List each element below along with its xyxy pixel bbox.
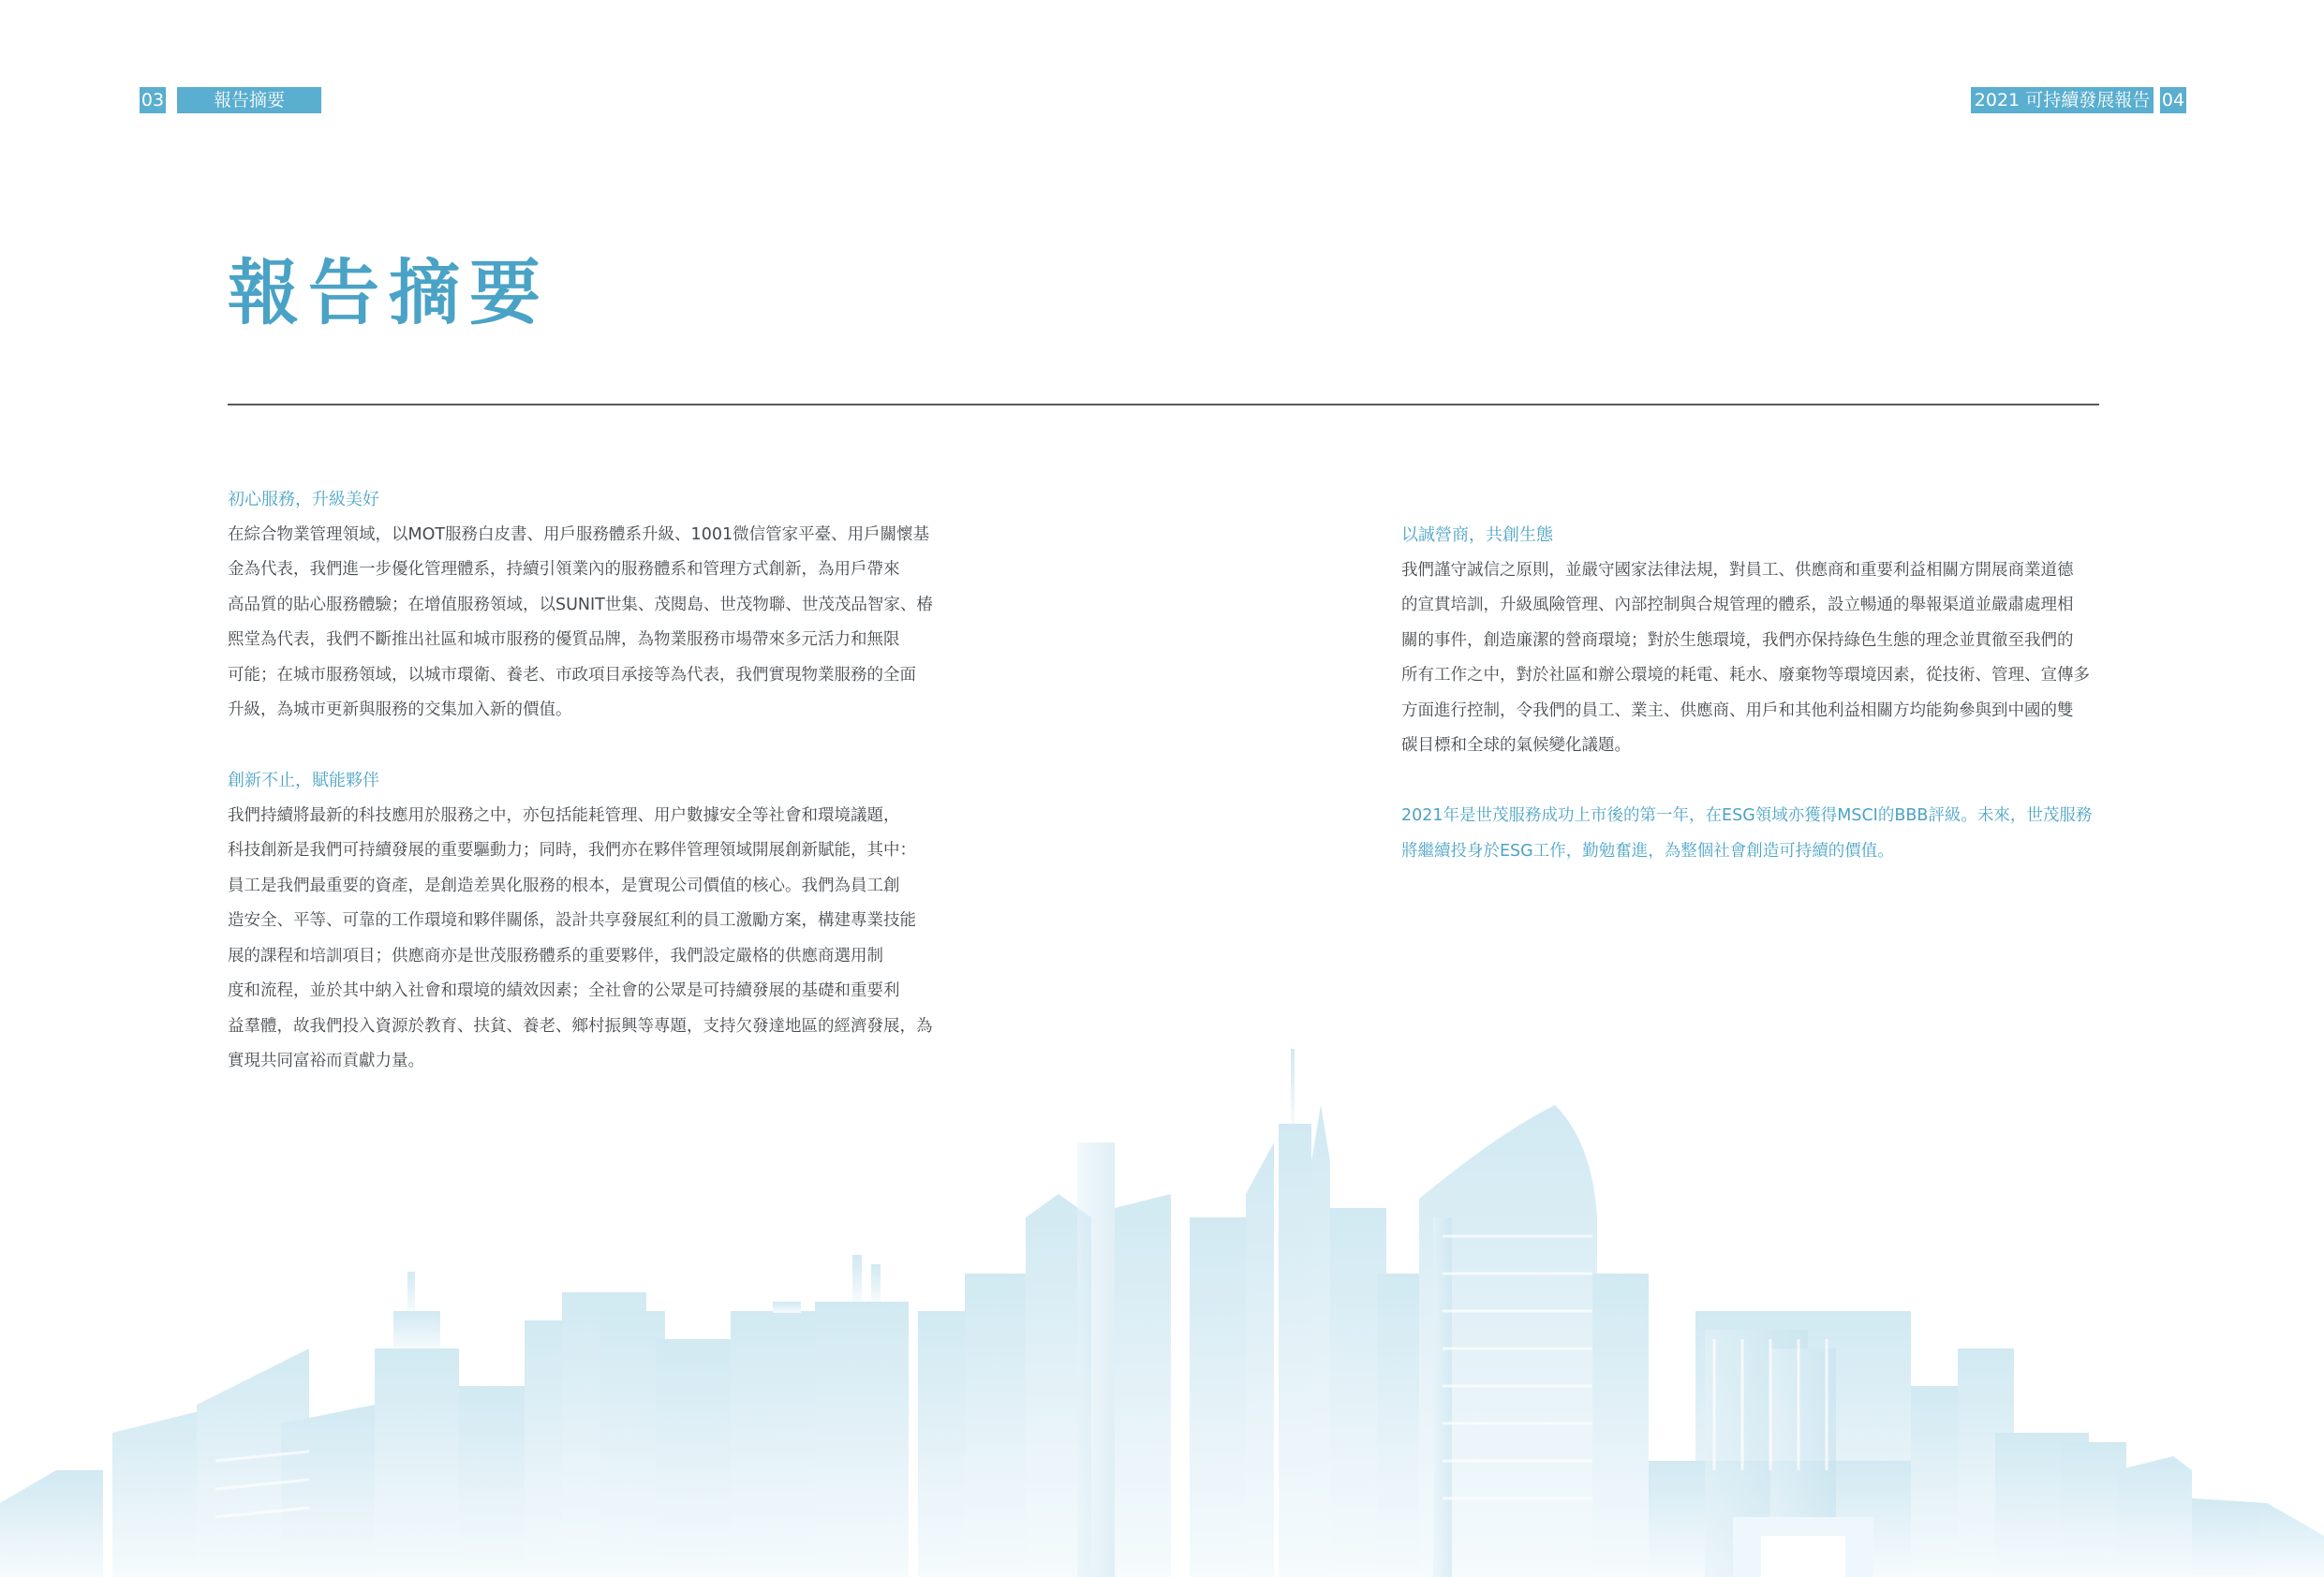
left-column [228,482,949,1080]
body-line: 在綜合物業管理領域，以MOT服務白皮書、用戶服務體系升級、1001微信管家平臺、用戶關懷基 [228,524,930,544]
report-title-label: 2021 可持續發展報告 [1971,87,2154,113]
body-line: 關的事件，創造廉潔的營商環境；對於生態環境，我們亦保持綠色生態的理念並貫徹至我們的 [1401,630,2074,650]
body-line: 金為代表，我們進一步優化管理體系，持續引領業內的服務體系和管理方式創新，為用戶帶來 [228,560,900,579]
body-line: 碳目標和全球的氣候變化議題。 [1401,736,1631,755]
highlight-line: 將繼續投身於ESG工作，勤勉奮進，為整個社會創造可持續的價值。 [1401,841,1894,861]
body-line: 員工是我們最重要的資產，是創造差異化服務的根本，是實現公司價值的核心。我們為員工創 [228,876,900,895]
city-skyline-illustration [0,1030,2324,1577]
body-line: 展的課程和培訓項目；供應商亦是世茂服務體系的重要夥伴，我們設定嚴格的供應商選用制 [228,946,883,965]
body-line: 科技創新是我們可持續發展的重要驅動力；同時，我們亦在夥伴管理領域開展創新賦能，其中： [228,841,916,860]
highlight-paragraph [1401,799,2104,869]
section-heading: 初心服務，升級美好 [228,490,379,509]
body-line: 實現共同富裕而貢獻力量。 [228,1052,424,1070]
body-line: 益羣體，故我們投入資源於教育、扶貧、養老、鄉村振興等專題，支持欠發達地區的經濟發展，為 [228,1016,933,1036]
left-section-label: 報告摘要 [177,87,321,113]
body-line: 所有工作之中，對於社區和辦公環境的耗電、耗水、廢棄物等環境因素，從技術、管理、宣傳多 [1401,666,2090,685]
body-line: 我們謹守誠信之原則，並嚴守國家法律法規，對員工、供應商和重要利益相關方開展商業道德 [1401,560,2074,580]
body-line: 升級，為城市更新與服務的交集加入新的價值。 [228,700,572,719]
title-divider [228,404,2099,405]
section-heading: 以誠營商，共創生態 [1401,525,1553,545]
body-line: 造安全、平等、可靠的工作環境和夥伴關係，設計共享發展紅利的員工激勵方案，構建專業技能 [228,911,916,930]
body-line: 方面進行控制，令我們的員工、業主、供應商、用戶和其他利益相關方均能夠參與到中國的雙 [1401,700,2074,720]
body-line: 度和流程，並於其中納入社會和環境的績效因素；全社會的公眾是可持續發展的基礎和重要利 [228,981,900,1000]
right-column [1401,518,2104,869]
body-line: 我們持續將最新的科技應用於服務之中，亦包括能耗管理、用户數據安全等社會和環境議題， [228,805,900,825]
body-line: 高品質的貼心服務體驗；在增值服務領域，以SUNIT世集、茂閱島、世茂物聯、世茂茂品智家、椿 [228,595,933,614]
section-integrity [1401,518,2104,764]
left-page-number: 03 [140,87,166,113]
right-page-number: 04 [2160,87,2186,113]
body-line: 的宣貫培訓，升級風險管理、內部控制與合規管理的體系，設立暢通的舉報渠道並嚴肅處理相 [1401,596,2074,614]
body-line: 可能；在城市服務領域，以城市環衛、養老、市政項目承接等為代表，我們實現物業服務的全面 [228,665,916,685]
section-service [228,482,949,729]
page-title: 報告摘要 [228,251,550,334]
body-line: 熙堂為代表，我們不斷推出社區和城市服務的優質品牌，為物業服務市場帶來多元活力和無限 [228,630,900,649]
section-heading: 創新不止，賦能夥伴 [228,771,379,790]
highlight-line: 2021年是世茂服務成功上市後的第一年，在ESG領域亦獲得MSCI的BBB評級。未來，世茂服務 [1401,806,2093,825]
